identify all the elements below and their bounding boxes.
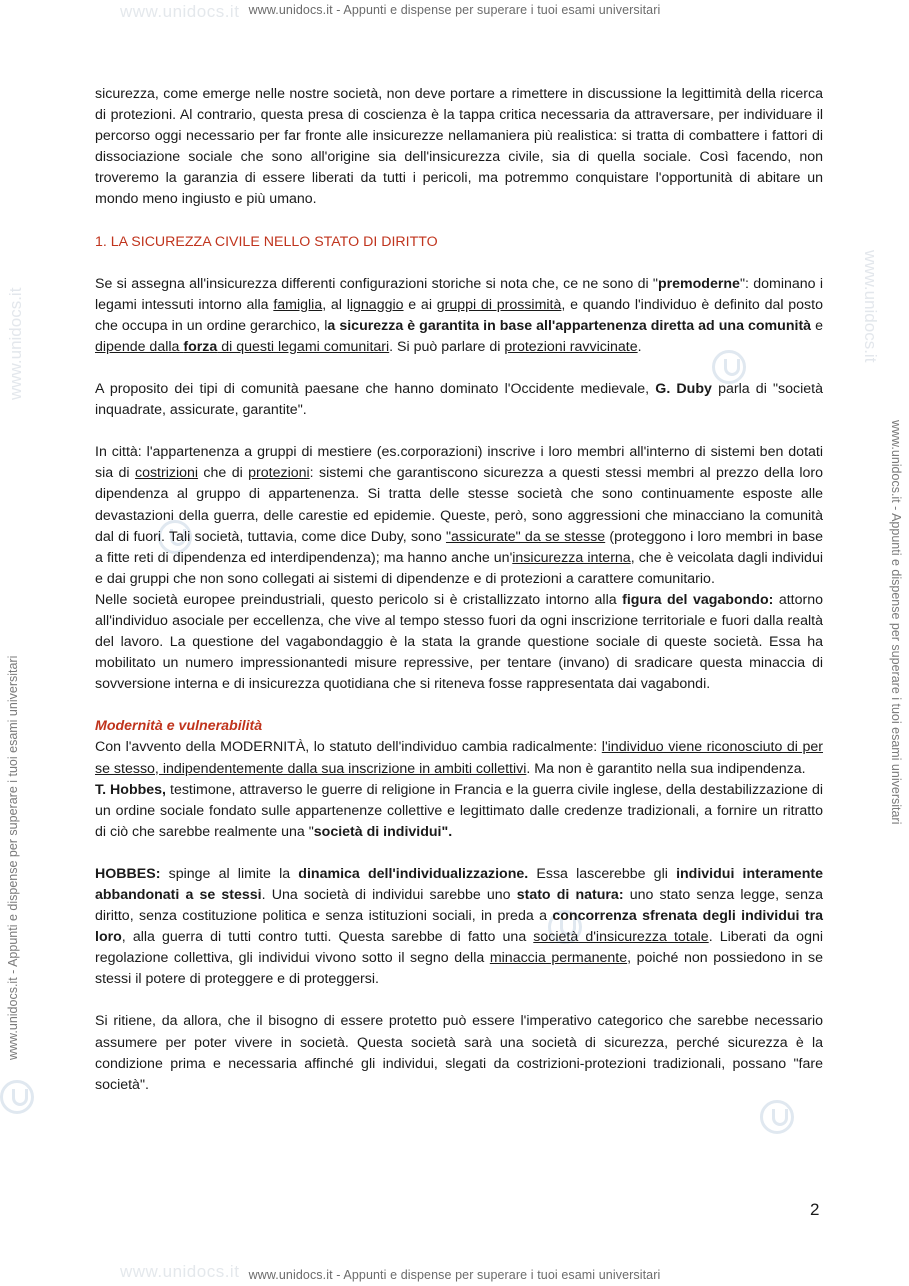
watermark-bottom: www.unidocs.it - Appunti e dispense per superare i tuoi esami universitari bbox=[248, 1268, 661, 1282]
unidocs-logo-icon bbox=[0, 1080, 34, 1114]
document-body bbox=[95, 84, 823, 1096]
paragraph-citta: In città: l'appartenenza a gruppi di mestiere (es.corporazioni) inscrive i loro membri all'interno di sistemi ben dotati sia di costrizioni che di protezioni: sistemi che garantiscono sicurezza a questi stessi membri al prezzo della loro dipendenza al gruppo di appartenenza. Si tratta delle stesse società che sono continuamente esposte alle devastazioni della guerra, delle carestie ed epidemie. Queste, però, sono aggressioni che minacciano la comunità dal di fuori. Tali società, tuttavia, come dice Duby, sono "assicurate" da se stesse (proteggono i loro membri in base a fitte reti di dipendenza ed interdipendenza); ma hanno anche un'insicurezza interna, che è veicolata dagli individui e dai gruppi che non sono collegati ai sistemi di dipendenze e di protezioni a carattere comunitario. bbox=[95, 444, 824, 587]
watermark-ghost-right: www.unidocs.it bbox=[861, 250, 880, 363]
paragraph-hobbes-intro: T. Hobbes, testimone, attraverso le guerre di religione in Francia e la guerra civile inglese, della destabilizzazione di un ordine sociale fondato sulle appartenenze collettive e legittimato dalle credenze tradizionali, a fornire un ritratto di ciò che sarebbe realmente una "società di individui". bbox=[95, 781, 823, 840]
paragraph-intro: sicurezza, come emerge nelle nostre società, non deve portare a rimettere in discussione la legittimità della ricerca di protezioni. Al contrario, questa presa di coscienza è la tappa critica necessaria da attraversare, per individuare il percorso oggi necessario per far fronte alle insicurezze nellamaniera più realistica: si tratta di combattere i fattori di dissociazione sociale che sono all'origine sia dell'insicurezza civile, sia di quella sociale. Così facendo, non troveremo la garanzia di essere liberati da tutti i pericoli, ma potremmo conquistare l'opportunità di abitare un mondo meno ingiusto e più umano. bbox=[95, 86, 823, 208]
paragraph-vagabondo: Nelle società europee preindustriali, questo pericolo si è cristallizzato intorno alla figura del vagabondo: attorno all'individuo asociale per eccellenza, che vive al tempo stesso fuori da ogni inscrizione territoriale e fuori dalla realtà del lavoro. La questione del vagabondaggio è la stata la grande questione sociale di queste società. Essa ha mobilitato un numero impressionantedi misure repressive, per tentare (invano) di sradicare questa minaccia di sovversione interna e di insicurezza quotidiana che si riteneva fosse rappresentata dai vagabondi. bbox=[95, 591, 824, 693]
watermark-left: www.unidocs.it - Appunti e dispense per superare i tuoi esami universitari bbox=[6, 655, 20, 1060]
watermark-ghost-bottom: www.unidocs.it bbox=[120, 1262, 240, 1281]
unidocs-logo-icon bbox=[760, 1100, 794, 1134]
paragraph-duby: A proposito dei tipi di comunità paesane che hanno dominato l'Occidente medievale, G. Duby parla di "società inquadrate, assicurate, garantite". bbox=[95, 381, 824, 419]
watermark-ghost-left: www.unidocs.it bbox=[6, 287, 25, 400]
paragraph-premoderne: Se si assegna all'insicurezza differenti configurazioni storiche si nota che, ce ne sono di "premoderne": dominano i legami intessuti intorno alla famiglia, al lignaggio e ai gruppi di prossimità, e quando l'individuo è definito dal posto che occupa in un ordine gerarchico, la sicurezza è garantita in base all'appartenenza diretta ad una comunità e dipende dalla forza di questi legami comunitari. Si può parlare di protezioni ravvicinate. bbox=[95, 275, 824, 355]
paragraph-hobbes: HOBBES: spinge al limite la dinamica dell'individualizzazione. Essa lascerebbe gli individui interamente abbandonati a se stessi. Una società di individui sarebbe uno stato di natura: uno stato senza legge, senza diritto, senza costituzione politica e senza istituzioni sociali, in preda a concorrenza sfrenata degli individui tra loro, alla guerra di tutti contro tutti. Questa sarebbe di fatto una società d'insicurezza totale. Liberati da ogni regolazione collettiva, gli individui vivono sotto il segno della minaccia permanente, poiché non possiedono in se stessi il potere di proteggere e di proteggersi. bbox=[95, 865, 824, 988]
paragraph-modernita: Con l'avvento della MODERNITÀ, lo statuto dell'individuo cambia radicalmente: l'individuo viene riconosciuto di per se stesso, indipendentemente dalla sua inscrizione in ambiti collettivi. Ma non è garantito nella sua indipendenza. bbox=[95, 739, 823, 777]
subsection-heading: Modernità e vulnerabilità bbox=[95, 718, 263, 735]
watermark-ghost-top: www.unidocs.it bbox=[120, 2, 240, 21]
paragraph-conclusione: Si ritiene, da allora, che il bisogno di essere protetto può essere l'imperativo categorico che sarebbe necessario assumere per poter vivere in società. Questa società sarà una società di sicurezza, perché sicurezza è la condizione prima e necessaria affinché gli individui, slegati da costrizioni-protezioni tradizionali, possano "fare società". bbox=[95, 1013, 823, 1093]
section-heading: 1. LA SICUREZZA CIVILE NELLO STATO DI DIRITTO bbox=[95, 233, 438, 250]
page-number: 2 bbox=[810, 1200, 820, 1219]
watermark-right: www.unidocs.it - Appunti e dispense per superare i tuoi esami universitari bbox=[889, 420, 903, 825]
watermark-top: www.unidocs.it - Appunti e dispense per superare i tuoi esami universitari bbox=[248, 3, 661, 17]
